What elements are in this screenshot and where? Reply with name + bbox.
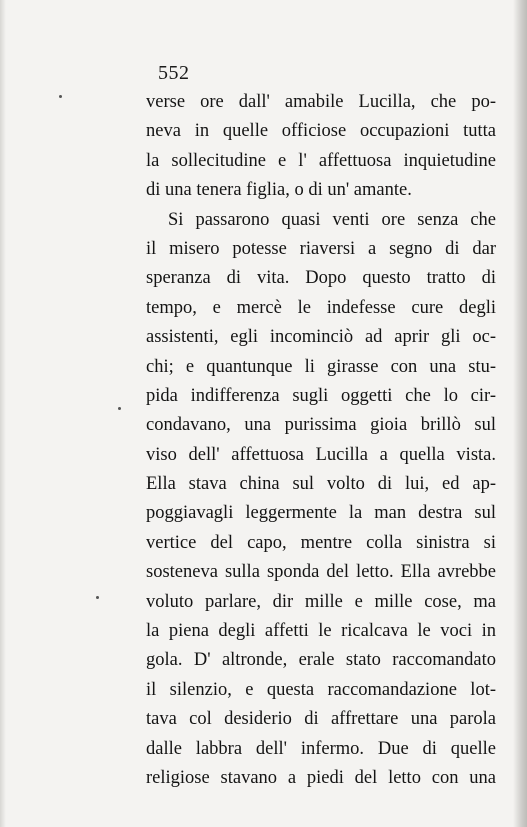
page-right-edge [513, 0, 527, 827]
text-line: tava col desiderio di affrettare una parola [146, 709, 496, 730]
text-line: la sollecitudine e l' affettuosa inquietudine [146, 150, 496, 171]
text-line: dalle labbra dell' infermo. Due di quelle [146, 738, 496, 759]
text-line: religiose stavano a piedi del letto con una [146, 767, 496, 788]
ink-speck [96, 596, 99, 599]
text-line: neva in quelle officiose occupazioni tutta [146, 121, 496, 142]
text-line: viso dell' affettuosa Lucilla a quella vista. [146, 444, 496, 465]
page-number: 552 [158, 62, 190, 84]
text-line: verse ore dall' amabile Lucilla, che po- [146, 92, 496, 112]
text-line: Si passarono quasi venti ore senza che [168, 209, 496, 230]
ink-speck [118, 407, 121, 410]
text-line: gola. D' altronde, erale stato raccomandato [146, 650, 496, 671]
ink-speck [59, 95, 62, 98]
text-line: assistenti, egli incominciò ad aprir gli oc- [146, 327, 496, 348]
text-line: di una tenera figlia, o di un' amante. [146, 180, 412, 201]
page-left-edge [0, 0, 6, 827]
text-line: condavano, una purissima gioia brillò sul [146, 415, 496, 436]
text-line: la piena degli affetti le ricalcava le voci in [146, 621, 496, 642]
text-line: il silenzio, e questa raccomandazione lot- [146, 679, 496, 700]
text-line: speranza di vita. Dopo questo tratto di [146, 268, 496, 289]
text-line: voluto parlare, dir mille e mille cose, ma [146, 591, 496, 612]
body-text [146, 88, 496, 793]
text-line: chi; e quantunque li girasse con una stu- [146, 356, 496, 377]
text-line: poggiavagli leggermente la man destra sul [146, 503, 496, 524]
text-line: vertice del capo, mentre colla sinistra si [146, 532, 496, 553]
text-line: pida indifferenza sugli oggetti che lo cir- [146, 385, 496, 406]
text-line: Ella stava china sul volto di lui, ed ap- [146, 474, 496, 495]
text-line: tempo, e mercè le indefesse cure degli [146, 297, 496, 318]
text-line: il misero potesse riaversi a segno di dar [146, 238, 496, 259]
text-line: sosteneva sulla sponda del letto. Ella avrebbe [146, 562, 496, 583]
